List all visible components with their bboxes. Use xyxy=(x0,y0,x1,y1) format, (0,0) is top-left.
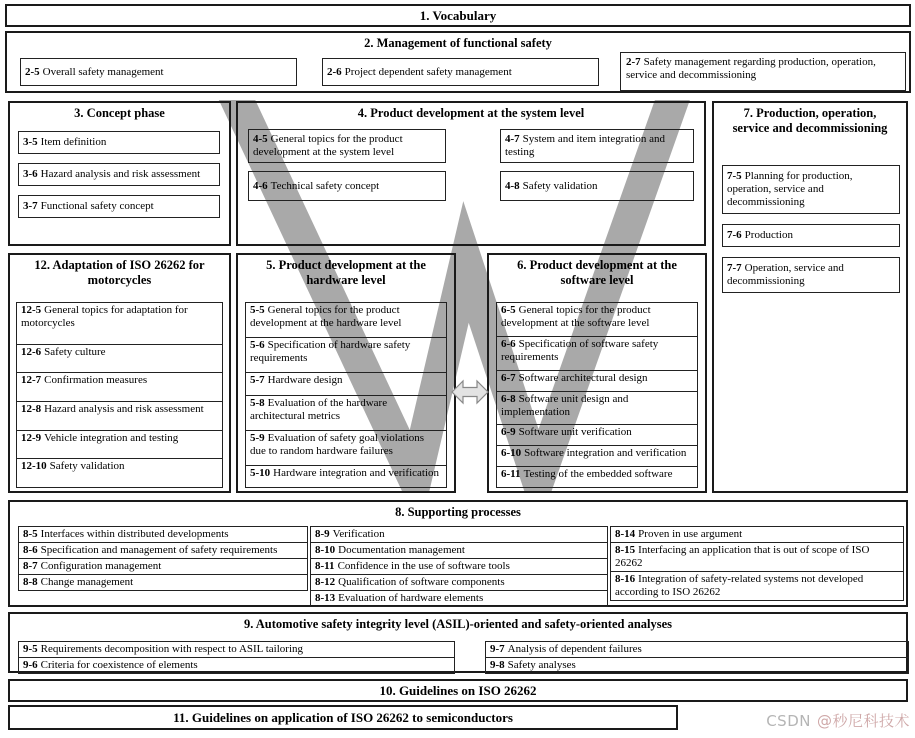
csdn-watermark xyxy=(645,710,910,731)
part10-title: 10. Guidelines on ISO 26262 xyxy=(379,682,537,698)
hw-sw-double-arrow-icon xyxy=(451,379,489,405)
watermark-brand: CSDN xyxy=(766,712,811,730)
clause-item: 8-13 Evaluation of hardware elements xyxy=(311,590,607,606)
part3-title: 3. Concept phase xyxy=(74,106,165,120)
part8-title: 8. Supporting processes xyxy=(395,505,521,519)
part12-motorcycles-box xyxy=(8,253,231,493)
clause-item: 9-6 Criteria for coexistence of elements xyxy=(19,657,454,673)
clause-item: 3-6 Hazard analysis and risk assessment xyxy=(18,163,220,186)
clause-item-2-6: 2-6 Project dependent safety management xyxy=(322,58,599,86)
clause-item: 6-10 Software integration and verification xyxy=(497,445,697,466)
part3-items xyxy=(18,131,220,218)
part5-items xyxy=(245,302,447,488)
part9-col1 xyxy=(18,641,455,674)
clause-item: 8-12 Qualification of software components xyxy=(311,574,607,590)
part9-col2 xyxy=(485,641,909,674)
clause-item: 5-5 General topics for the product development at the hardware level xyxy=(250,304,402,329)
part10-guidelines-box xyxy=(8,679,908,702)
part6-items xyxy=(496,302,698,488)
clause-item: 9-7 Analysis of dependent failures xyxy=(490,643,642,655)
clause-item: 12-8 Hazard analysis and risk assessment xyxy=(17,401,222,430)
clause-item: 12-6 Safety culture xyxy=(17,344,222,373)
clause-item: 8-5 Interfaces within distributed developments xyxy=(23,528,229,540)
clause-item: 8-15 Interfacing an application that is out of scope of ISO 26262 xyxy=(611,542,903,571)
clause-item: 8-11 Confidence in the use of software tools xyxy=(311,558,607,574)
part7-title: 7. Production, operation, service and decommissioning xyxy=(732,106,888,135)
part11-semiconductors-box xyxy=(8,705,678,730)
clause-item: 5-6 Specification of hardware safety requirements xyxy=(246,337,446,372)
clause-item: 6-7 Software architectural design xyxy=(497,370,697,391)
clause-item: 12-9 Vehicle integration and testing xyxy=(17,430,222,459)
clause-item: 6-8 Software unit design and implementation xyxy=(497,391,697,425)
clause-item: 7-6 Production xyxy=(722,224,900,247)
clause-item: 3-5 Item definition xyxy=(18,131,220,154)
part1-vocabulary-box xyxy=(5,4,911,27)
clause-item: 5-9 Evaluation of safety goal violations due to random hardware failures xyxy=(246,430,446,465)
clause-item: 7-5 Planning for production, operation, service and decommissioning xyxy=(722,165,900,214)
part8-col2 xyxy=(310,526,608,607)
clause-item: 7-7 Operation, service and decommissioning xyxy=(722,257,900,293)
double-arrow-svg xyxy=(451,379,489,405)
part4-system-box xyxy=(236,101,706,246)
clause-item-4-7: 4-7 System and item integration and testing xyxy=(500,129,694,163)
clause-item: 5-7 Hardware design xyxy=(246,372,446,394)
clause-item: 5-10 Hardware integration and verification xyxy=(246,465,446,487)
clause-item: 5-8 Evaluation of the hardware architectural metrics xyxy=(246,395,446,430)
clause-item: 8-6 Specification and management of safety requirements xyxy=(19,542,307,558)
part4-title: 4. Product development at the system level xyxy=(357,106,585,120)
clause-item: 6-9 Software unit verification xyxy=(497,424,697,445)
clause-item: 12-7 Confirmation measures xyxy=(17,372,222,401)
part7-production-box xyxy=(712,101,908,493)
clause-item: 8-8 Change management xyxy=(19,574,307,590)
clause-item: 6-11 Testing of the embedded software xyxy=(497,466,697,487)
clause-item-4-8: 4-8 Safety validation xyxy=(500,171,694,201)
part3-concept-box xyxy=(8,101,231,246)
part8-col1 xyxy=(18,526,308,591)
part6-title: 6. Product development at the software level xyxy=(517,258,677,287)
part11-title: 11. Guidelines on application of ISO 26262 to semiconductors xyxy=(173,709,513,725)
clause-item: 9-8 Safety analyses xyxy=(486,657,908,673)
part12-title: 12. Adaptation of ISO 26262 for motorcycles xyxy=(34,258,205,287)
clause-item: 6-6 Specification of software safety requirements xyxy=(497,336,697,370)
clause-item: 8-10 Documentation management xyxy=(311,542,607,558)
part8-col3 xyxy=(610,526,904,601)
part1-title: 1. Vocabulary xyxy=(419,7,497,23)
clause-item: 3-7 Functional safety concept xyxy=(18,195,220,218)
clause-item: 8-14 Proven in use argument xyxy=(615,528,743,540)
clause-item: 6-5 General topics for the product development at the software level xyxy=(501,304,651,329)
clause-item: 8-16 Integration of safety-related systems not developed according to ISO 26262 xyxy=(611,571,903,600)
clause-item-4-5: 4-5 General topics for the product development at the system level xyxy=(248,129,446,163)
clause-item-4-6: 4-6 Technical safety concept xyxy=(248,171,446,201)
clause-item-2-5: 2-5 Overall safety management xyxy=(20,58,297,86)
clause-item-2-7: 2-7 Safety management regarding production, operation, service and decommissioning xyxy=(620,52,906,91)
clause-item: 8-7 Configuration management xyxy=(19,558,307,574)
part9-title: 9. Automotive safety integrity level (ASIL)-oriented and safety-oriented analyses xyxy=(243,617,673,631)
part9-asil-box xyxy=(8,612,908,673)
part5-hardware-box xyxy=(236,253,456,493)
watermark-handle: @秒尼科技术 xyxy=(816,712,910,730)
part2-management-box xyxy=(5,31,911,93)
part7-items xyxy=(722,165,900,293)
clause-item: 8-9 Verification xyxy=(315,528,385,540)
part5-title: 5. Product development at the hardware level xyxy=(266,258,426,287)
part8-supporting-box xyxy=(8,500,908,607)
clause-item: 9-5 Requirements decomposition with respect to ASIL tailoring xyxy=(23,643,303,655)
clause-item: 12-5 General topics for adaptation for motorcycles xyxy=(21,304,188,329)
clause-item: 12-10 Safety validation xyxy=(17,458,222,487)
part12-items xyxy=(16,302,223,488)
part6-software-box xyxy=(487,253,707,493)
part2-title: 2. Management of functional safety xyxy=(364,36,552,50)
